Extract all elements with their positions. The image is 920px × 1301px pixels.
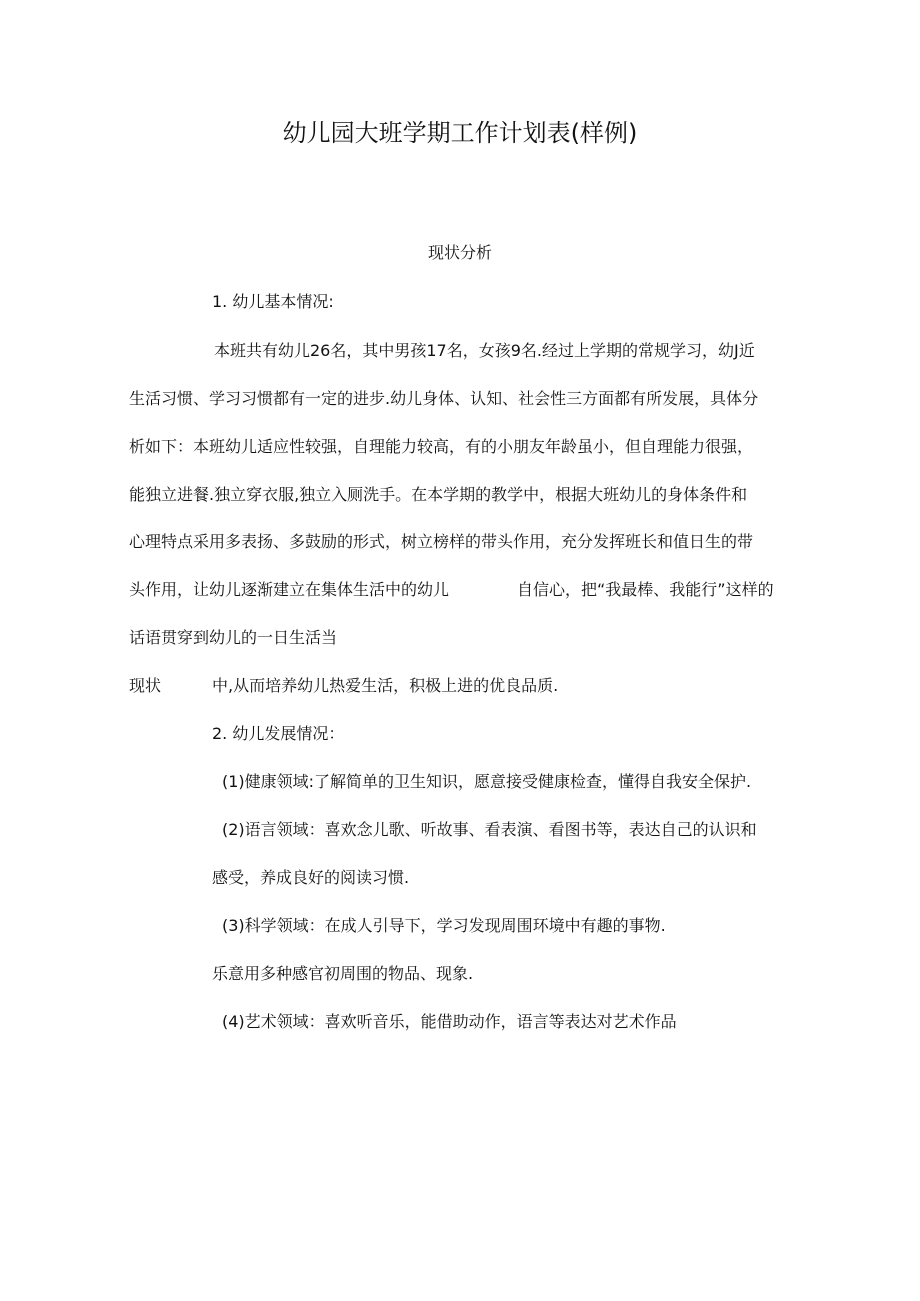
document-title: 幼儿园大班学期工作计划表(样例) — [282, 119, 638, 147]
domain-science-continued: 乐意用多种感官初周围的物品、现象. — [212, 964, 474, 983]
domain-art: (4)艺术领域：喜欢听音乐，能借助动作，语言等表达对艺术作品 — [222, 1012, 677, 1031]
paragraph-line-6: 头作用，让幼儿逐渐建立在集体生活中的幼儿 — [129, 580, 450, 599]
paragraph-line-4: 能独立进餐.独立穿衣服,独立入厕洗手。在本学期的教学中，根据大班幼儿的身体条件和 — [129, 485, 748, 504]
paragraph-line-2: 生活习惯、学习习惯都有一定的进步.幼儿身体、认知、社会性三方面都有所发展，具体分 — [129, 389, 759, 408]
paragraph-line-1: 本班共有幼儿26名，其中男孩17名，女孩9名.经过上学期的常规学习，幼J近 — [214, 341, 755, 360]
item-1-label: 1. 幼儿基本情况: — [212, 292, 334, 311]
paragraph-line-8: 中,从而培养幼儿热爱生活，积极上进的优良品质. — [212, 676, 559, 695]
domain-health: (1)健康领域:了解简单的卫生知识，愿意接受健康检查，懂得自我安全保护. — [222, 772, 752, 791]
domain-science: (3)科学领域：在成人引导下，学习发现周围环境中有趣的事物. — [222, 916, 666, 935]
paragraph-line-7: 话语贯穿到幼儿的一日生活当 — [129, 628, 338, 647]
paragraph-line-6-tail: 自信心，把“我最棒、我能行”这样的 — [517, 580, 774, 599]
item-2-label: 2. 幼儿发展情况： — [212, 724, 345, 743]
paragraph-line-3: 析如下：本班幼儿适应性较强，自理能力较高，有的小朋友年龄虽小，但自理能力很强， — [129, 437, 754, 456]
domain-language: (2)语言领域：喜欢念儿歌、听故事、看表演、看图书等，表达自己的认识和 — [222, 820, 757, 839]
margin-label: 现状 — [129, 676, 162, 695]
section-heading: 现状分析 — [427, 243, 492, 262]
domain-language-continued: 感受，养成良好的阅读习惯. — [212, 868, 410, 887]
paragraph-line-5: 心理特点采用多表扬、多鼓励的形式，树立榜样的带头作用，充分发挥班长和值日生的带 — [129, 532, 754, 551]
